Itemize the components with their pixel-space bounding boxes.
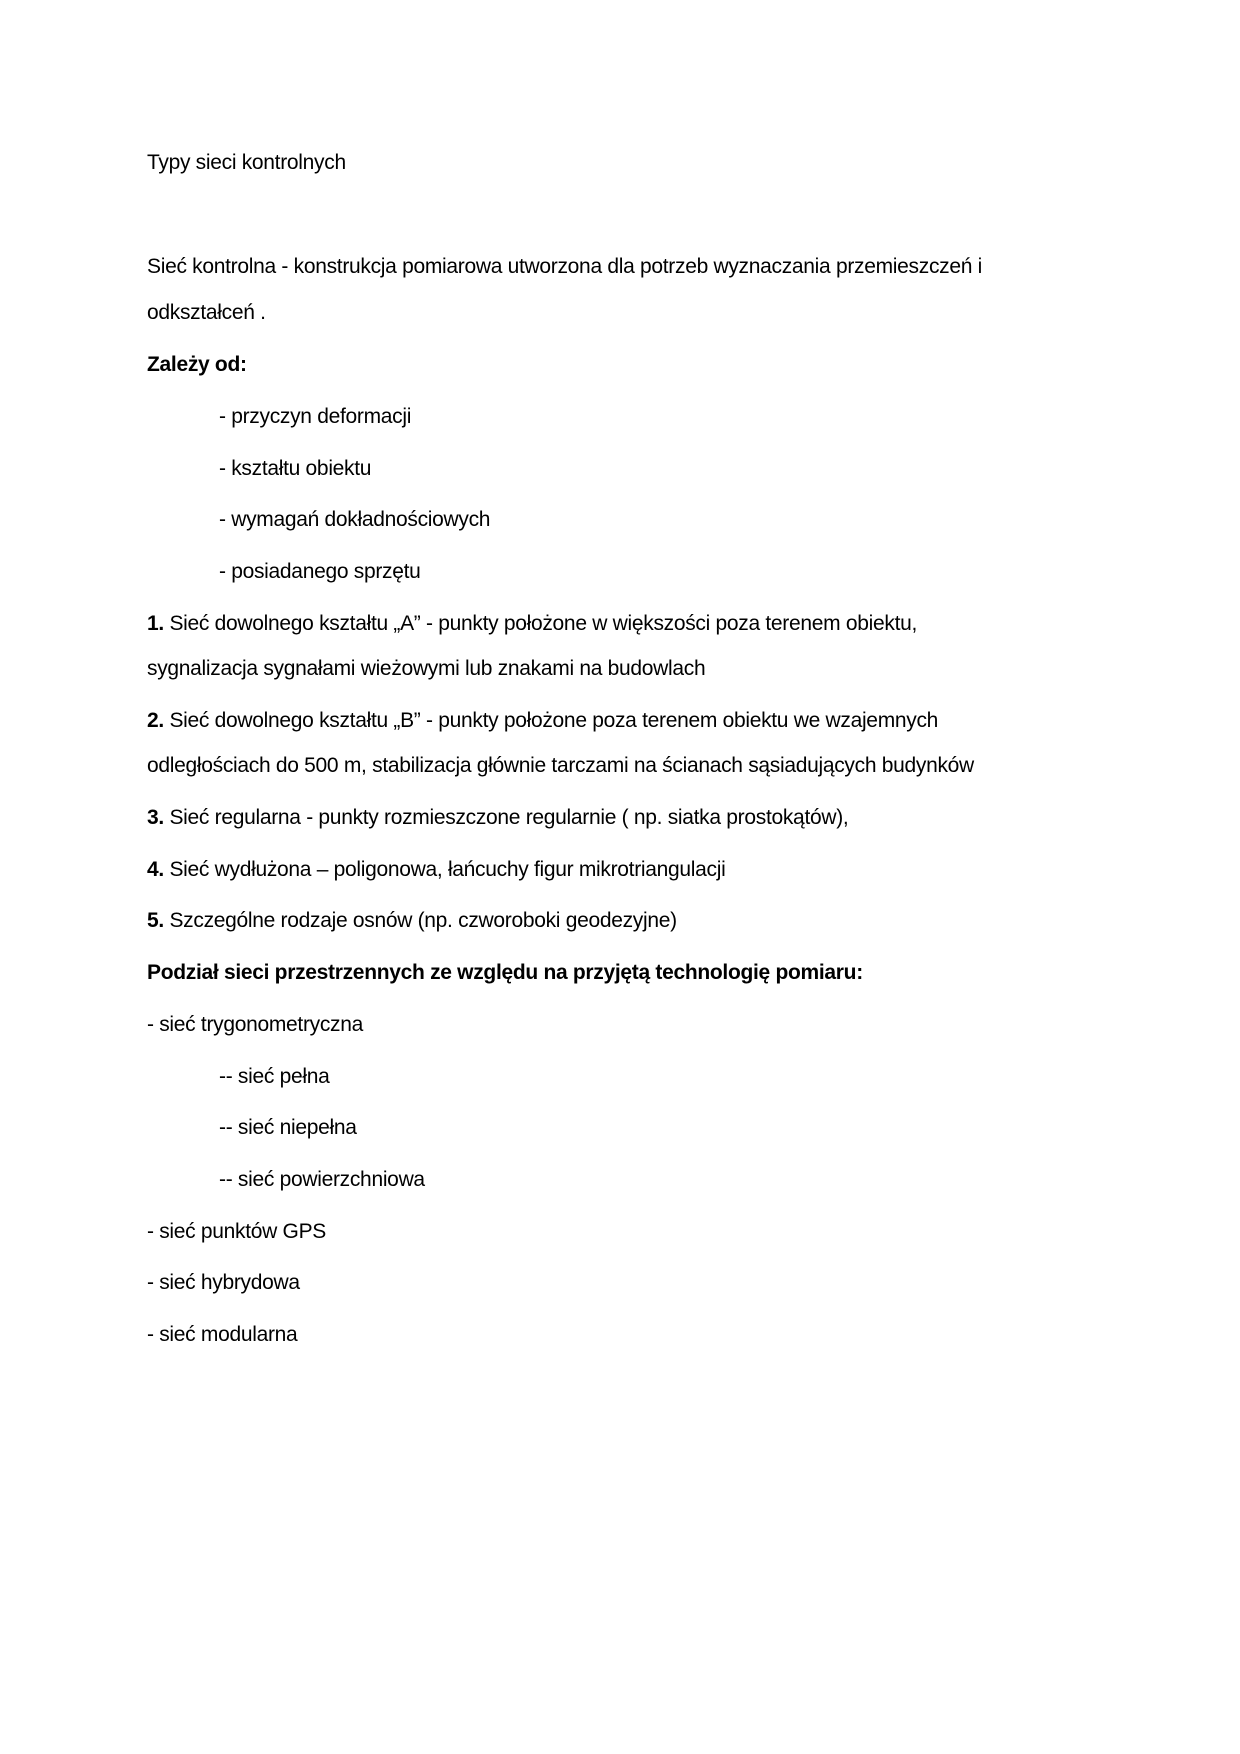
division-item: - sieć punktów GPS bbox=[147, 1220, 327, 1243]
item-number: 3. bbox=[147, 806, 164, 829]
item-text: Sieć wydłużona – poligonowa, łańcuchy figur mikrotriangulacji bbox=[163, 858, 726, 881]
item-number: 4. bbox=[147, 858, 164, 881]
network-type-2-cont: odległościach do 500 m, stabilizacja głównie tarczami na ścianach sąsiadujących budynków bbox=[147, 754, 974, 777]
document-title: Typy sieci kontrolnych bbox=[147, 151, 346, 174]
depends-item: - posiadanego sprzętu bbox=[219, 560, 421, 583]
division-subitem: -- sieć pełna bbox=[219, 1065, 330, 1088]
item-number: 1. bbox=[147, 612, 164, 635]
depends-item: - przyczyn deformacji bbox=[219, 405, 412, 428]
division-item: - sieć trygonometryczna bbox=[147, 1013, 364, 1036]
network-type-5 bbox=[147, 908, 677, 934]
network-type-3 bbox=[147, 805, 848, 831]
item-text: Szczególne rodzaje osnów (np. czworoboki geodezyjne) bbox=[163, 909, 677, 932]
item-text: Sieć dowolnego kształtu „B” - punkty położone poza terenem obiektu we wzajemnych bbox=[163, 709, 939, 732]
depends-item: - wymagań dokładnościowych bbox=[219, 508, 491, 531]
definition-line-2: odkształceń . bbox=[147, 301, 266, 324]
network-type-1-cont: sygnalizacja sygnałami wieżowymi lub znakami na budowlach bbox=[147, 657, 706, 680]
item-number: 5. bbox=[147, 909, 164, 932]
network-type-4 bbox=[147, 857, 725, 883]
network-type-1 bbox=[147, 611, 917, 637]
item-text: Sieć regularna - punkty rozmieszczone regularnie ( np. siatka prostokątów), bbox=[163, 806, 849, 829]
item-number: 2. bbox=[147, 709, 164, 732]
depends-heading: Zależy od: bbox=[147, 353, 247, 376]
division-heading: Podział sieci przestrzennych ze względu na przyjętą technologię pomiaru: bbox=[147, 961, 863, 984]
division-subitem: -- sieć niepełna bbox=[219, 1116, 357, 1139]
item-text: Sieć dowolnego kształtu „A” - punkty położone w większości poza terenem obiektu, bbox=[163, 612, 918, 635]
depends-item: - kształtu obiektu bbox=[219, 457, 372, 480]
network-type-2 bbox=[147, 708, 938, 734]
definition-line-1: Sieć kontrolna - konstrukcja pomiarowa utworzona dla potrzeb wyznaczania przemieszczeń i bbox=[147, 255, 983, 278]
division-item: - sieć hybrydowa bbox=[147, 1271, 300, 1294]
division-subitem: -- sieć powierzchniowa bbox=[219, 1168, 425, 1191]
division-item: - sieć modularna bbox=[147, 1323, 298, 1346]
